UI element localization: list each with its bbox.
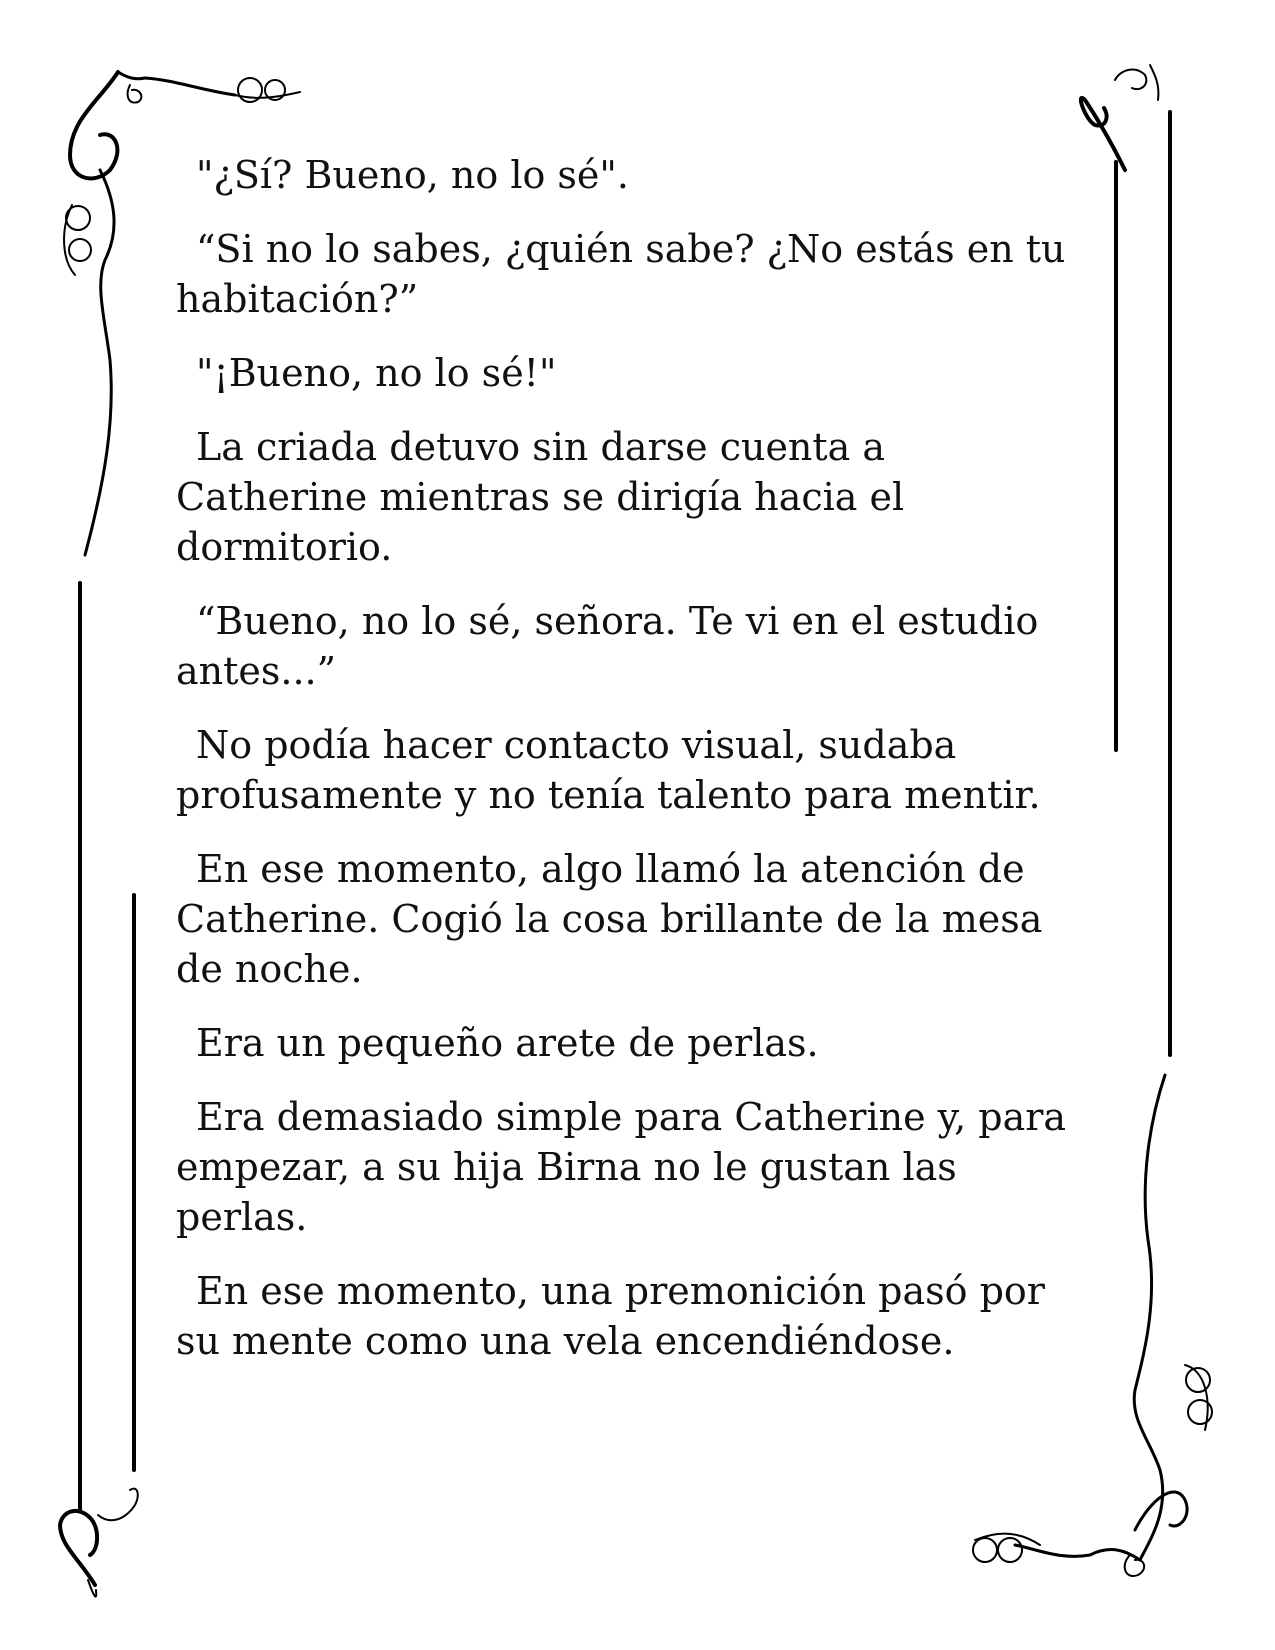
paragraph-10: En ese momento, una premonición pasó por su mente como una vela encendiéndose. bbox=[176, 1269, 1045, 1363]
paragraph-9: Era demasiado simple para Catherine y, para empezar, a su hija Birna no le gustan las perlas. bbox=[176, 1095, 1067, 1239]
paragraph-4: La criada detuvo sin darse cuenta a Catherine mientras se dirigía hacia el dormitorio. bbox=[176, 425, 905, 569]
top-right-flourish bbox=[1081, 65, 1159, 170]
paragraph-6: No podía hacer contacto visual, sudaba profusamente y no tenía talento para mentir. bbox=[176, 723, 1041, 817]
paragraph-8: Era un pequeño arete de perlas. bbox=[196, 1021, 819, 1065]
bottom-left-flourish bbox=[60, 1489, 138, 1597]
paragraph-7: En ese momento, algo llamó la atención de Catherine. Cogió la cosa brillante de la mesa de noche. bbox=[176, 847, 1043, 991]
page-text bbox=[176, 150, 1086, 1390]
paragraph-1: "¿Sí? Bueno, no lo sé". bbox=[196, 153, 629, 197]
paragraph-2: “Si no lo sabes, ¿quién sabe? ¿No estás en tu habitación?” bbox=[176, 227, 1066, 321]
paragraph-5: “Bueno, no lo sé, señora. Te vi en el estudio antes...” bbox=[176, 599, 1039, 693]
paragraph-3: "¡Bueno, no lo sé!" bbox=[196, 351, 557, 395]
